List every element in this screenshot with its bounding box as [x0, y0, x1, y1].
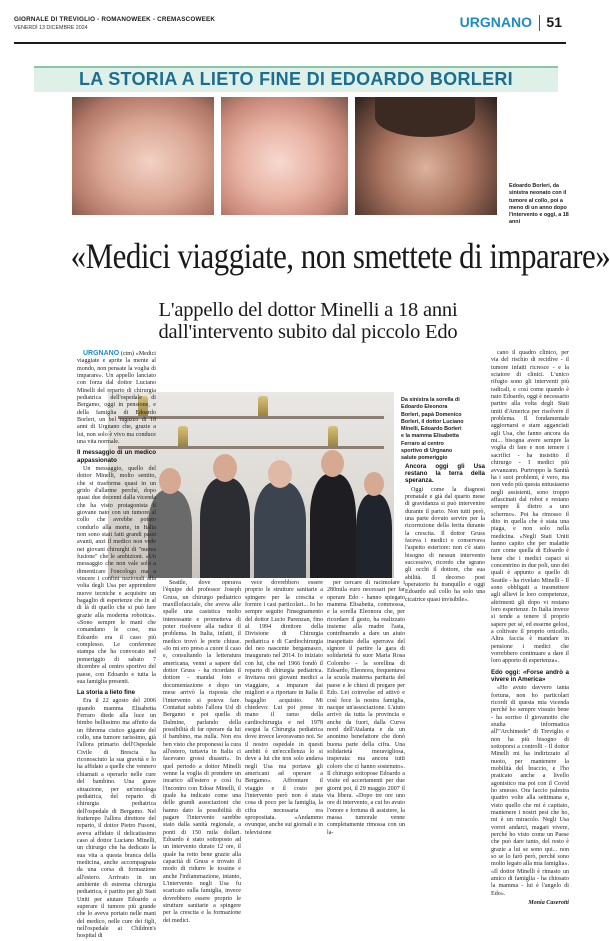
- trophy-shelf: [118, 446, 384, 449]
- person-head: [213, 454, 237, 482]
- article-column-1: [77, 350, 156, 940]
- photo-caption-main: Da sinistra la sorella di Edoardo Eleonora Borleri, papà Domenico Borleri, il dottor Luciano Minelli, Edoardo Borleri e la mamma Elisabetta Ferraro al centro sportivo di Urgnano salute pomeriggio: [401, 397, 464, 462]
- person-minelli: [254, 482, 306, 578]
- article-paragraph: Un messaggio, quello del dottor Minelli, molto sentito, che si trasforma quasi in un grido d'allarme perché, dopo quasi due decenni dalla vicenda che ha visto protagonista il giovane nato con un tumore al collo che avrebbe potuto condurlo alla morte, in Italia non sono stati fatti grandi passi avanti, anzi il medico non vede nei giovani chirurghi di "nuova fusione" che le ambizioni. «Un messaggio che non vale solo a dimenticare l'oncologo ma a vincere i confini nazionali alla volta degli Usa per apprendere nuove tecniche e acquisire un bagaglio di esperienze che in al di là di quello che si può fare grazie alla moderna robotica». «Sono sempre le mani che comandano le cose, ma Edoardo era il caso più complesso. Le conferenze stampa che ha convocato nel pomeriggio di sabato 7 dicembre al centro sportivo del paese, con Edoardo e tutta la sua famiglia presenti.: [77, 465, 156, 685]
- article-column-4: [327, 580, 405, 836]
- trophy: [258, 396, 268, 416]
- photo-edoardo-today: [355, 97, 497, 215]
- banner-title: LA STORIA A LIETO FINE DI EDOARDO BORLERI: [79, 69, 513, 89]
- article-column-5: [491, 350, 570, 907]
- article-kicker: URGNANO: [83, 350, 120, 357]
- article-paragraph: vece dovrebbero essere proprio le strutture sanitarie a spingere per la crescita e fornire i casi particolari... Io ho sempre seguito l'insegnamento del dottor Lucio Parenzan, fino al 1994 direttore della Divisione di Chirurgia pediatrica e di Cardiochirurgia del neo nascente bergamasco, inaugurato nel 2014. Io iniziato con lui, che nel 1966 fondò il reparto di chirurgia pediatrica. Invitava noi giovani medici a viaggiare, a imparare dai migliori e a riportare in Italia il bagaglio acquisito. Mi chiedevo: Lui poi prese in mano il ramo della cardiochirurgia e nel 1978 eseguì la Chirurgia pediatrica dove invece lavoravamo noi. Se il nostro ospedale in questi ambiti è un'eccellenza lo si deve a lui che non solo andava negli Usa ma portava gli americani ad operare a Bergamo». Affrontare il viaggio e il costo per l'intervento però non è stata cosa di poco per la famiglia, la cifra necessaria era spropositata. «Andammo ovunque, anche sui giornali e in televisione: [245, 580, 324, 836]
- article-paragraph: cano il quadro clinico, per via del rischio di recidive - il tumore infatti ricresce - e la sciatore di clinici. L'unico rifugio sono gli interventi più radicali, e così come quando è nato Edoardo, oggi è necessario partire alla volta degli Stati uniti d'America per risolvere il problema. Il fondamentale aggiornarsi e stare agganciati agli Usa, che fanno ancora da mi... bisogna avere sempre la voglia di fare e non temere i sacrifici - ha insistito il chirurgo - I medici più avvanzano. Purtroppo la Sanità ha i suoi problemi, è vero, ma non vedo più questa entusiasmo negli assistenti, sono troppo affascinati dal robot e restano sempre lì dietro a uno schermo». Poi ha rimosso il dito in quella che è stata una piaga, e non solo nella medicina. «Negli Stati Uniti hanno capito che per malattie rare come quella di Edoardo è bene che i medici capaci si concentrino in due poli, uno dei quali è appunto a quello di Seattle - ha rivelato Minelli - Il sono obbligati a trasmettere agli allievi le loro competenze, altrimenti gli dopo vi restano loro esperienze. In Italia invece si tende a tenere il proprio sapere per sé, ed esserne gelosi, a coltivare il proprio orticello. Altra faccia è mandare in pensione i medici che vorrebbero continuare a dare il loro apporto di esperienza».: [491, 350, 569, 665]
- author-signature: Monia Caserotti: [528, 900, 569, 907]
- newspaper-name: GIORNALE DI TREVIGLIO - ROMANOWEEK - CREMASCOWEEK: [14, 16, 216, 23]
- article-paragraph: per cercare di racimolare i 280mila euro necessari per far operare Edo - hanno spiegato mamma Elisabetta, commossa, e la sorella Eleonora che, per ricordare il gesto, ha realizzato insieme alla madre l'asta, contribuendo a dare un aiuto inaspettato della sperrava del signore il partire la gara di solidarietà fu suor Maria Rosa Colombo - la sorellina di Edoardo, Eleonora, frequentava la scuola materna paritaria del paese e le chiesi di pregare per Edo. Lei coinvolse ed attivò e così fece la nostra famiglia, nacque un'associazione. L'aiuto arrivò da tutta la provincia e anche da fuori, dalla Curva nord dell'Atalanta e da un anonimo benefattore che donò buona parte della cifra. Una solidarietà meravigliosa, insperata: ma ancora tutti coloro che ci hanno sostenuto». Il chirurgo sottopose Edoardo a visite ed accertamenti per due giorni poi, il 29 maggio 2007 il via libera. «Dopo tre ore uno ore di intervento, a cui ho avuto l'onore e fortuna di assistere, la massa tumorale venne completamente rimossa con un la-: [327, 580, 405, 836]
- article-paragraph: Era il 22 agosto del 2006 quando mamma Elisabetta Ferraro diede alla luce un bimbo bellissimo ma affetto da un fibroma cistico gigante del collo, una tumore rarissimo, già l'allora primario dell'Ospedale Civile di Brescia ha riconosciuto la sua gravità e lo ha affidato a quelle che vennero chiamati a operarlo nelle cure del bambino. Una grave situazione, per un'oncologa pediatrica, del reparto di chirurgia pediatrica dell'ospedale di Bergamo. Nel frattempo l'allora direttore del reparto, il dottor Pietro Fusoni, aveva affidato il delicatissimo caso al dottor Luciano Minelli, un chirurgo che ha dedicato la sua vita a questa branca della medicina, anche accompagnata da una corsa di formazione all'estero. Arrivato in un ambiente di estrema chirurgia pediatrica, è partito per gli Stati Uniti per aiutare Edoardo a superare il tumore più grande che lo aveva portato nelle mani del medico, nelle cure dei figli, nell'ospedale ai Children's hospital di: [77, 698, 156, 940]
- article-subhead: Edo oggi: «Forse andrò a vivere in America»: [491, 668, 569, 683]
- photo-caption-top: Edoardo Borleri, da sinistra neonato con il tumore al collo, poi a meno di un anno dopo l'intervento e oggi, a 18 anni: [509, 183, 569, 226]
- page-number: 51: [546, 14, 562, 30]
- person-head: [321, 450, 344, 477]
- masthead-separator: [539, 15, 540, 31]
- person-head: [268, 460, 292, 488]
- article-subhead: Ancora oggi gli Usa restano la terra della speranza.: [405, 463, 485, 485]
- article-column-3: [245, 580, 324, 836]
- article-paragraph: «Ho avuto davvero tanta fortuna, non ho particolari ricordi di questa mia vicenda perché ho sempre vissuto bene - ha sorriso il giovanotto che studia informatica all'"Archimede" di Treviglio e non ha più bisogno di sottoporsi a controlli - Il dottor Minelli mi ha indirizzato al nuoto, per mantenere la mobilità del braccio, e l'ho praticato anche a livello agonistico ma poi con il Covid ho smesso. Ora faccio palestra quattro volte alla settimana e, visto quello che mi è capitato, mantenere i nostri pesi che ho, mi è un miracolo. Negli Usa vorrei andarci, magari vivere, perché ho visto come un Paese che può dare tanto, del resto è grazie a lui se sono qui... non so se lo farò però, perché sono molto legato alla mia famiglia». «Il dottor Minelli è rimasto un amico di famiglia - ha chiosato la mamma - lui è l'angelo di Edo».: [491, 685, 570, 897]
- article-column-4-top: [405, 460, 485, 603]
- story-banner: [34, 66, 558, 92]
- article-paragraph: Oggi come la diagnosi prenatale e già dal quarto mese di gravidanza si può intervenire durante il parto. Non tutti però, una parte dovuto servire per la ricorrezione della ferita durante la crescita. Il dottor Gruss faceva i medici e conservava l'aspetto esteriore: non c'è stato bisogno di nessun intervento successivo, ricordo che sgrano gli occhi il dottore, che sua abilità. Il decorso post operatorio fu tranquillo e oggi Edoardo sul collo ha solo una cicatrice quasi invisibile».: [405, 486, 485, 603]
- photo-detail: [375, 97, 475, 137]
- person-head: [364, 472, 384, 496]
- trophy-shelf: [118, 416, 384, 419]
- article-column-2: [163, 580, 242, 924]
- article-subhead: Il messaggio di un medico appassionato: [77, 449, 156, 464]
- masthead: [14, 12, 566, 44]
- subheadline: L'appello del dottor Minelli a 18 anni dall'intervento subito dal piccolo Edo: [158, 299, 458, 343]
- section-name: URGNANO: [459, 14, 532, 30]
- headline: «Medici viaggiate, non smettete di imparare»: [70, 236, 610, 276]
- person-edoardo: [310, 474, 356, 578]
- person-elisabetta: [356, 494, 392, 578]
- photo-newborn: [72, 97, 214, 215]
- trophy: [328, 426, 338, 446]
- article-paragraph: (ctm) «Medici viaggiate e aprite la mente al mondo, non pensate la voglia di imparare». Un appello lanciato con forza dal dottor Luciano Minelli del reparto di chirurgia pediatrica dell'ospedale di Bergamo, oggi in pensione, e della famiglia di Edoardo Borleri, un bel ragazzo di 18 anni di Urgnano che, grazie a lui, non solo è vivo ma conduce una vita normale.: [77, 351, 156, 446]
- person-head: [159, 468, 181, 494]
- article-paragraph: Seattle, dove operava l'équipe del professor Joseph Gruss, un chirurgo pediatrico maxillofacciale, che aveva alle spalle una casistica molto interessante e prometteva di poter risolvere alla radice il problema. In Italia, infatti, il medico trovò le porte chiuse. «Io mi ero preso a cuore il caso e, consultando la letteratura americana, venni a sapere del dottor Gruss - ha ricordato il dottore - mandai foto e documentazione e dopo un mese arrivò la risposta che l'intervento si poteva fare. Contattai subito l'allora Usl di Bergamo e poi quella di Dalmine, parlando della possibilità di far operare da lui il bambino, ma nulla. Non era ben visto che proponessi la cura all'estero, tuttavia in Italia ci facevano grossi disastri». In quel periodo a dottor Minelli venne la voglia di prendere un incarico all'estero e così fu l'incontro con Edoar Minelli, il quale ha indicato come una delle grandi associazioni che hanno dato la possibilità di pagare l'intervento sarebbe stato dalla sanità regionale, a ponti di 150 mila dollari. Edoardo è stato sottoposto ad un intervento durato 12 ore, il quale ha retto bene grazie alla capacità di Gruss e trovato il modo di ridurre le tossine e anche l'infiammazione, intanto, L'intervento negli Usa fu scaricato sulla famiglia, invece dovrebbero essere proprio le strutture sanitarie a spingere per la crescita e la formazione dei medici.: [163, 580, 242, 924]
- issue-date: VENERDÌ 13 DICEMBRE 2024: [14, 25, 88, 31]
- person-domenico: [200, 478, 250, 578]
- article-subhead: La storia a lieto fine: [77, 689, 136, 697]
- trophy: [178, 426, 188, 446]
- photo-infant: [221, 97, 348, 215]
